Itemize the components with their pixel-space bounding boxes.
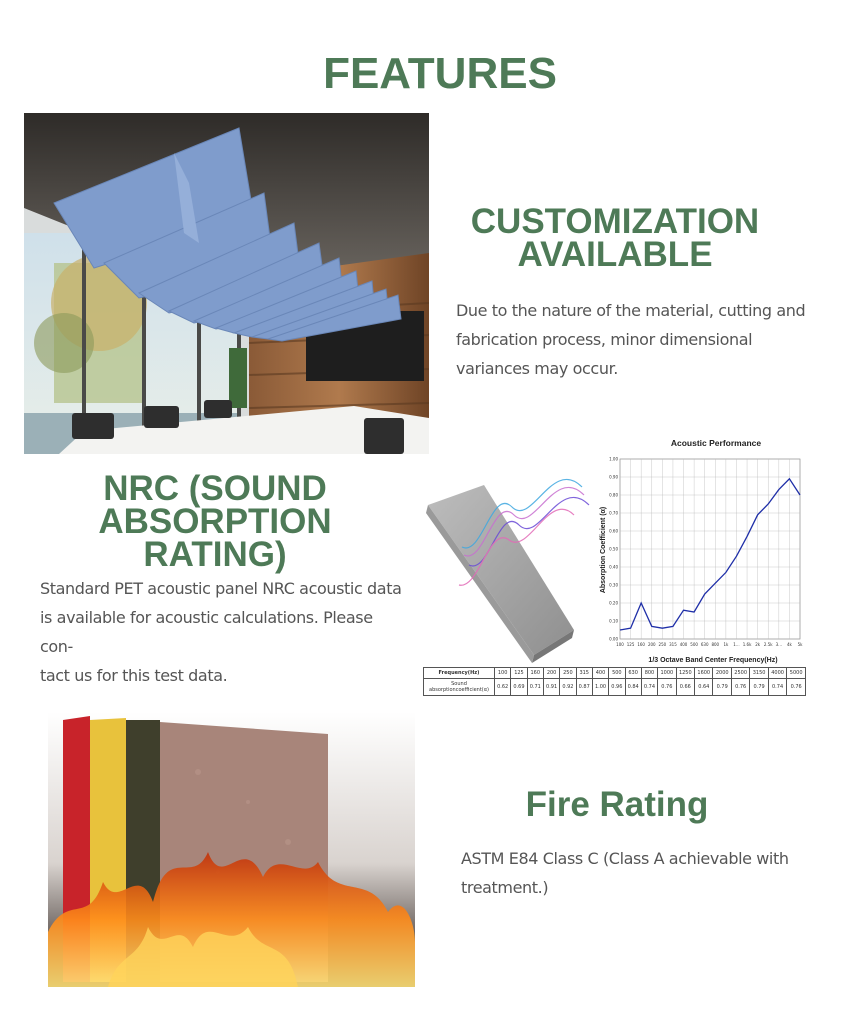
chart-y-tick-label: 0.10 bbox=[609, 618, 618, 624]
table-cell: 500 bbox=[609, 668, 625, 679]
chart-y-tick-label: 0.80 bbox=[609, 492, 618, 498]
table-cell: 1000 bbox=[658, 668, 676, 679]
chart-x-tick-label: 3... bbox=[775, 642, 783, 647]
chart-y-ticks bbox=[609, 457, 618, 642]
table-cell: 0.74 bbox=[641, 679, 657, 696]
chart-x-tick-label: 250 bbox=[658, 642, 667, 647]
table-row-label-line-2: absorptioncoefficient(α) bbox=[429, 687, 489, 693]
table-cell: 0.79 bbox=[713, 679, 731, 696]
chart-y-tick-label: 0.40 bbox=[609, 564, 618, 570]
table-cell: 0.76 bbox=[731, 679, 749, 696]
chart-x-tick-label: 2k bbox=[755, 642, 761, 647]
chart-x-tick-label: 315 bbox=[669, 642, 677, 647]
table-cell: 0.84 bbox=[625, 679, 641, 696]
table-cell: 125 bbox=[511, 668, 527, 679]
table-cell: 0.71 bbox=[527, 679, 543, 696]
chart-y-tick-label: 0.90 bbox=[609, 474, 618, 480]
nrc-description bbox=[40, 574, 410, 690]
table-cell: 0.87 bbox=[576, 679, 592, 696]
table-cell: 1.00 bbox=[592, 679, 608, 696]
chart-x-tick-label: 125 bbox=[626, 642, 635, 647]
table-cell: 0.96 bbox=[609, 679, 625, 696]
chart-y-tick-label: 0.60 bbox=[609, 528, 618, 534]
chart-x-ticks bbox=[616, 642, 803, 647]
chart-y-tick-label: 0.30 bbox=[609, 582, 618, 588]
customization-title-line-1: CUSTOMIZATION bbox=[470, 202, 760, 241]
table-cell: 0.76 bbox=[787, 679, 806, 696]
table-cell: 3150 bbox=[750, 668, 768, 679]
office-baffle-photo bbox=[24, 113, 429, 454]
table-row-label: Frequency(Hz) bbox=[424, 668, 495, 679]
customization-text-line-1: Due to the nature of the material, cutting and bbox=[456, 301, 806, 320]
table-cell: 2500 bbox=[731, 668, 749, 679]
table-cell: 2000 bbox=[713, 668, 731, 679]
chart-x-tick-label: 2.5k bbox=[763, 642, 773, 647]
table-row-label-line-1: Sound bbox=[451, 681, 467, 687]
chart-x-tick-label: 500 bbox=[690, 642, 698, 647]
page-title: FEATURES bbox=[323, 49, 557, 98]
customization-text-line-2: fabrication process, minor dimensional bbox=[456, 330, 753, 349]
chart-y-tick-label: 1.00 bbox=[609, 456, 618, 462]
chart-x-tick-label: 1.6k bbox=[742, 642, 752, 647]
fire-text-line-1: ASTM E84 Class C (Class A achievable with bbox=[461, 849, 789, 868]
table-cell: 1600 bbox=[695, 668, 713, 679]
fire-rating-description bbox=[461, 844, 811, 902]
table-cell: 0.66 bbox=[676, 679, 694, 696]
table-row-frequency bbox=[424, 668, 806, 679]
table-cell: 200 bbox=[543, 668, 559, 679]
acoustic-panel-image bbox=[424, 455, 599, 665]
nrc-text-line-3: tact us for this test data. bbox=[40, 666, 228, 685]
nrc-title bbox=[30, 469, 400, 574]
table-cell: 0.79 bbox=[750, 679, 768, 696]
table-cell: 630 bbox=[625, 668, 641, 679]
chart-x-tick-label: 4k bbox=[786, 642, 792, 647]
table-cell: 0.74 bbox=[768, 679, 786, 696]
table-row-absorption bbox=[424, 679, 806, 696]
chart-x-tick-label: 630 bbox=[700, 642, 709, 647]
table-cell: 0.62 bbox=[495, 679, 511, 696]
table-cell: 0.64 bbox=[695, 679, 713, 696]
customization-title-line-2: AVAILABLE bbox=[517, 235, 713, 274]
table-cell: 800 bbox=[641, 668, 657, 679]
chart-y-label: Absorption Coefficient (α) bbox=[600, 506, 607, 594]
chart-x-tick-label: 1... bbox=[733, 642, 740, 647]
chart-x-tick-label: 100 bbox=[616, 642, 624, 647]
customization-title bbox=[460, 202, 770, 274]
table-cell: 1250 bbox=[676, 668, 694, 679]
fire-rating-title: Fire Rating bbox=[525, 785, 709, 824]
nrc-text-line-2: is available for acoustic calculations. Please con- bbox=[40, 608, 373, 656]
nrc-title-line-1: NRC (SOUND bbox=[103, 469, 327, 508]
chart-grid bbox=[620, 459, 800, 639]
customization-description bbox=[456, 296, 806, 383]
chart-x-tick-label: 1k bbox=[723, 642, 729, 647]
table-cell: 0.91 bbox=[543, 679, 559, 696]
table-cell: 100 bbox=[495, 668, 511, 679]
chart-title: Acoustic Performance bbox=[670, 438, 762, 448]
table-cell: 250 bbox=[560, 668, 576, 679]
table-cell: 0.69 bbox=[511, 679, 527, 696]
chart-y-tick-label: 0.20 bbox=[609, 600, 618, 606]
fire-test-image bbox=[48, 712, 415, 987]
frequency-table bbox=[423, 667, 806, 696]
table-cell: 4000 bbox=[768, 668, 786, 679]
table-cell: 0.76 bbox=[658, 679, 676, 696]
nrc-text-line-1: Standard PET acoustic panel NRC acoustic data bbox=[40, 579, 402, 598]
nrc-title-line-2: ABSORPTION RATING) bbox=[98, 502, 332, 574]
chart-x-tick-label: 5k bbox=[797, 642, 803, 647]
table-cell: 5000 bbox=[787, 668, 806, 679]
chart-y-tick-label: 0.70 bbox=[609, 510, 618, 516]
chart-y-tick-label: 0.50 bbox=[609, 546, 618, 552]
chart-x-tick-label: 800 bbox=[711, 642, 720, 647]
chart-x-tick-label: 160 bbox=[637, 642, 645, 647]
table-cell: 315 bbox=[576, 668, 592, 679]
chart-y-tick-label: 0.00 bbox=[609, 636, 618, 642]
table-cell: 0.92 bbox=[560, 679, 576, 696]
table-row-label bbox=[424, 679, 495, 696]
chart-series-line bbox=[620, 479, 800, 630]
fire-text-line-2: treatment.) bbox=[461, 878, 549, 897]
customization-text-line-3: variances may occur. bbox=[456, 359, 618, 378]
chart-x-label: 1/3 Octave Band Center Frequency(Hz) bbox=[648, 657, 778, 664]
chart-x-tick-label: 400 bbox=[679, 642, 688, 647]
chart-x-tick-label: 200 bbox=[647, 642, 656, 647]
acoustic-performance-chart bbox=[598, 433, 806, 665]
table-cell: 400 bbox=[592, 668, 608, 679]
table-cell: 160 bbox=[527, 668, 543, 679]
